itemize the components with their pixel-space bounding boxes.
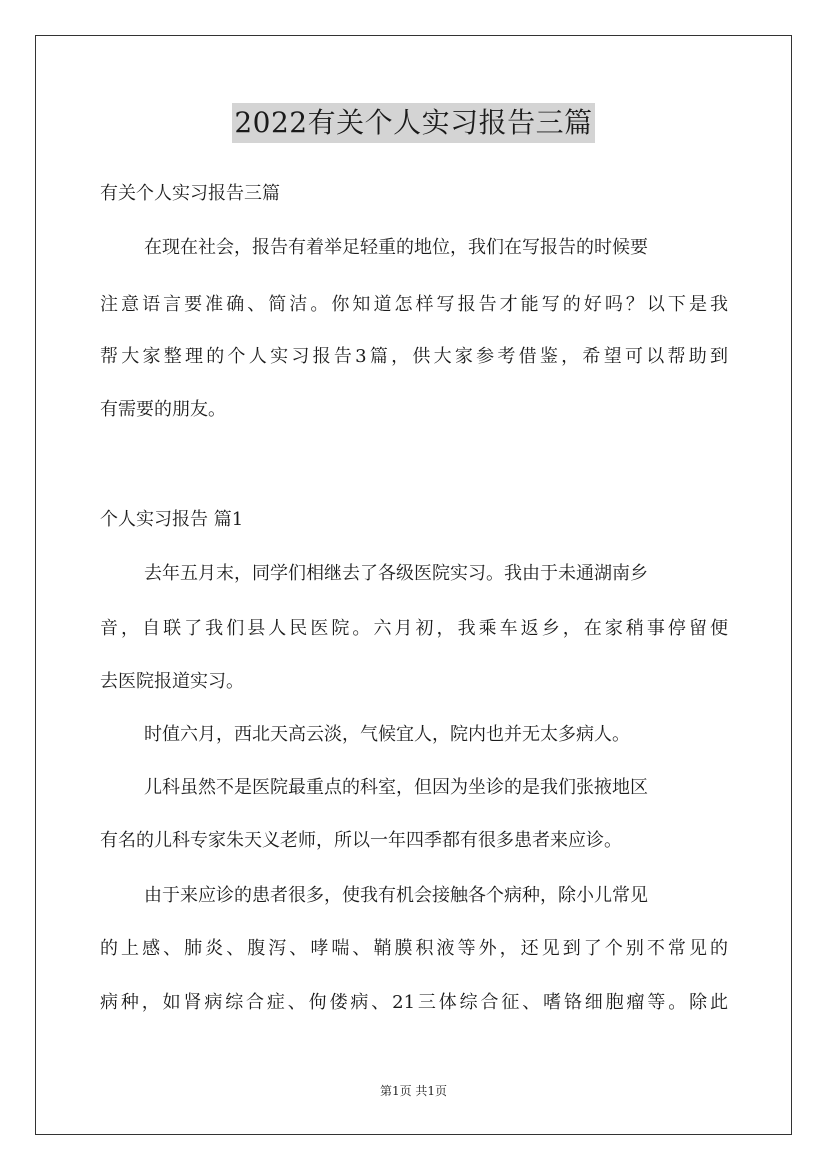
section-heading-block	[100, 508, 728, 532]
page-footer: 第1页 共1页	[379, 1084, 448, 1098]
intro-line: 注意语言要准确、简洁。你知道怎样写报告才能写的好吗？以下是我	[100, 294, 728, 315]
intro-line: 帮大家整理的个人实习报告3篇，供大家参考借鉴，希望可以帮助到	[100, 346, 728, 367]
intro-line: 有需要的朋友。	[100, 399, 226, 420]
section-line: 有名的儿科专家朱天义老师，所以一年四季都有很多患者来应诊。	[100, 830, 622, 851]
section-line: 的上感、肺炎、腹泻、哮喘、鞘膜积液等外，还见到了个别不常见的	[100, 938, 728, 959]
document-subtitle: 有关个人实习报告三篇	[100, 183, 280, 204]
section-line: 病种，如肾病综合症、佝偻病、21三体综合征、嗜铬细胞瘤等。除此	[100, 992, 728, 1013]
section-line: 由于来应诊的患者很多，使我有机会接触各个病种，除小儿常见	[144, 885, 648, 906]
intro-line: 在现在社会，报告有着举足轻重的地位，我们在写报告的时候要	[144, 237, 648, 258]
document-title: 2022有关个人实习报告三篇	[232, 103, 594, 143]
section-heading: 个人实习报告 篇1	[100, 509, 244, 530]
subtitle-block	[100, 182, 728, 206]
title-wrap	[0, 103, 827, 143]
section-line: 去年五月末，同学们相继去了各级医院实习。我由于未通湖南乡	[144, 563, 648, 584]
section-line: 儿科虽然不是医院最重点的科室，但因为坐诊的是我们张掖地区	[144, 777, 648, 798]
section-line: 音，自联了我们县人民医院。六月初，我乘车返乡，在家稍事停留便	[100, 618, 728, 639]
section-line: 去医院报道实习。	[100, 671, 244, 692]
section-line: 时值六月，西北天高云淡，气候宜人，院内也并无太多病人。	[144, 724, 630, 745]
